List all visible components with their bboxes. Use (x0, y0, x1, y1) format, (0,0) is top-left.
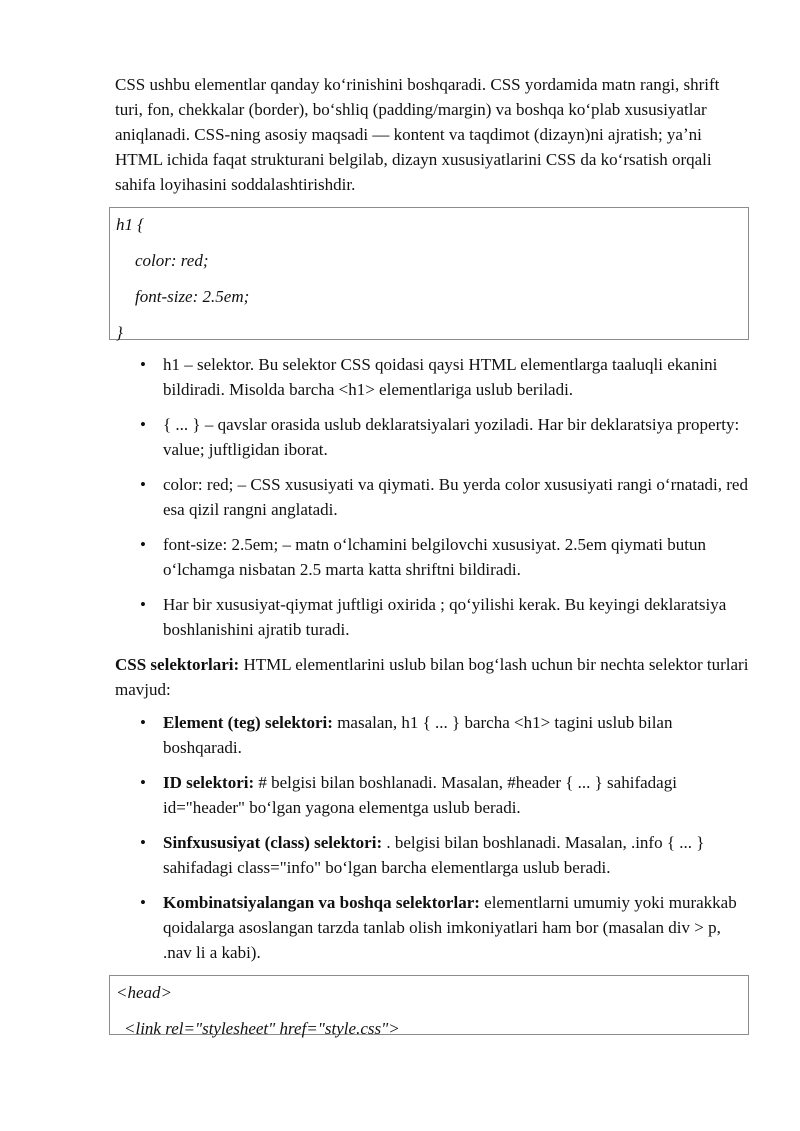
list-item-text: font-size: 2.5em; – matn oʻlchamini belgilovchi xususiyat. 2.5em qiymati butun oʻlchamga nisbatan 2.5 marta katta shriftni bildiradi. (163, 535, 706, 579)
code-line: color: red; (135, 251, 209, 270)
bullet-icon: • (140, 475, 146, 494)
list-item-text: color: red; – CSS xususiyati va qiymati. Bu yerda color xususiyati rangi oʻrnatadi, red esa qizil rangni anglatadi. (163, 475, 748, 519)
selector-list (115, 710, 750, 965)
code-line: <link rel="stylesheet" href="style.css"> (124, 1019, 400, 1038)
list-item-text: Har bir xususiyat-qiymat juftligi oxirida ; qoʻyilishi kerak. Bu keyingi deklaratsiya boshlanishini ajratib turadi. (163, 595, 727, 639)
document-page (115, 72, 750, 1038)
selector-text: # belgisi bilan boshlanadi. Masalan, #header { ... } sahifadagi id="header" boʻlgan yagona elementga uslub beradi. (163, 773, 677, 817)
bullet-icon: • (140, 415, 146, 434)
list-item (115, 412, 750, 462)
html-code-block (109, 975, 749, 1038)
list-item (115, 472, 750, 522)
code-line: font-size: 2.5em; (135, 287, 250, 306)
list-item (115, 352, 750, 402)
selectors-paragraph (115, 652, 750, 702)
code-line: h1 { (116, 215, 145, 234)
list-item (115, 770, 750, 820)
selectors-intro: HTML elementlarini uslub bilan bogʻlash uchun bir nechta selektor turlari mavjud: (115, 655, 749, 699)
code-line: } (116, 323, 123, 342)
selector-term: Element (teg) selektori: (163, 713, 333, 732)
list-item (115, 830, 750, 880)
explanation-list (115, 352, 750, 642)
code-line: <head> (116, 983, 172, 1002)
selector-text: elementlarni umumiy yoki murakkab qoidalarga asoslangan tarzda tanlab olish imkoniyatlari ham bor (masalan div > p, .nav li a kabi). (163, 893, 737, 962)
list-item (115, 890, 750, 965)
selectors-heading: CSS selektorlari: (115, 655, 240, 674)
intro-paragraph: CSS ushbu elementlar qanday koʻrinishini boshqaradi. CSS yordamida matn rangi, shrift turi, fon, chekkalar (border), boʻshliq (padding/margin) va boshqa koʻplab xususiyatlar aniqlanadi. CSS-ning asosiy maqsadi — kontent va taqdimot (dizayn)ni ajratish; yaʼni HTML ichida faqat strukturani belgilab, dizayn xususiyatlarini CSS da koʻrsatish orqali sahifa loyihasini soddalashtirishdir. (115, 75, 720, 194)
bullet-icon: • (140, 833, 146, 852)
bullet-icon: • (140, 595, 146, 614)
bullet-icon: • (140, 713, 146, 732)
bullet-icon: • (140, 355, 146, 374)
selector-term: Kombinatsiyalangan va boshqa selektorlar: (163, 893, 480, 912)
css-code-block (109, 207, 749, 340)
list-item (115, 592, 750, 642)
list-item (115, 710, 750, 760)
selector-text: . belgisi bilan boshlanadi. Masalan, .info { ... } sahifadagi class="info" boʻlgan barcha elementlarga uslub beradi. (163, 833, 705, 877)
list-item-text: h1 – selektor. Bu selektor CSS qoidasi qaysi HTML elementlarga taaluqli ekanini bildiradi. Misolda barcha <h1> elementlariga uslub beriladi. (163, 355, 718, 399)
selector-term: Sinfxususiyat (class) selektori: (163, 833, 383, 852)
bullet-icon: • (140, 773, 146, 792)
list-item-text: { ... } – qavslar orasida uslub deklaratsiyalari yoziladi. Har bir deklaratsiya property: value; juftligidan iborat. (163, 415, 740, 459)
list-item (115, 532, 750, 582)
selector-text: masalan, h1 { ... } barcha <h1> tagini uslub bilan boshqaradi. (163, 713, 673, 757)
bullet-icon: • (140, 535, 146, 554)
selector-term: ID selektori: (163, 773, 255, 792)
bullet-icon: • (140, 893, 146, 912)
